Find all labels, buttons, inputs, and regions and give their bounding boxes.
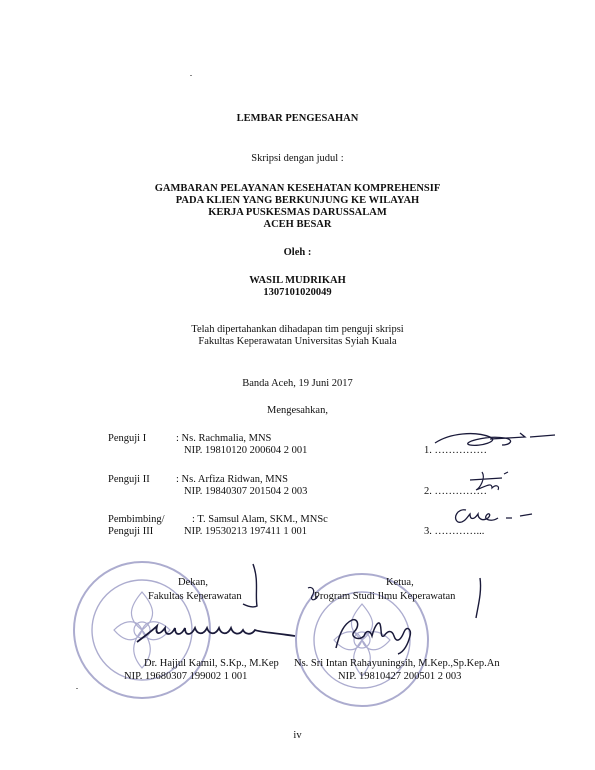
examiner-1-name: : Ns. Rachmalia, MNS [176,433,272,444]
examiner-1-nip: NIP. 19810120 200604 2 001 [184,445,308,456]
page-title: LEMBAR PENGESAHAN [236,113,359,124]
defense-line-1: Telah dipertahankan dihadapan tim penguji skripsi [191,324,404,335]
examiner-3-nip: NIP. 19530213 197411 1 001 [184,526,307,537]
dean-nip: NIP. 19680307 199002 1 001 [124,671,248,682]
examiner-2-signature [462,466,522,496]
by-label: Oleh : [283,247,312,258]
head-title: Ketua, [386,577,414,588]
head-unit: Program Studi Ilmu Keperawatan [314,591,456,602]
author-nim: 1307101020049 [263,287,332,298]
examiner-1-role: Penguji I [108,433,147,444]
author-name: WASIL MUDRIKAH [249,275,346,286]
page-subtitle: Skripsi dengan judul : [251,153,344,164]
dean-title: Dekan, [178,577,209,588]
examiner-1-signature [430,425,560,455]
examiner-3-role-2: Penguji III [108,526,154,537]
examiner-3-role: Pembimbing/ [108,514,165,525]
head-signature [300,572,500,662]
examiner-3-sign-line: 3. …………... [424,526,485,537]
examiner-2-sign-line: 2. …………… [424,486,487,497]
dean-name: Dr. Hajjul Kamil, S.Kp., M.Kep [144,658,279,669]
examiner-2-role: Penguji II [108,474,150,485]
dean-signature [135,560,300,655]
scan-speck [76,688,78,689]
examiner-2-nip: NIP. 19840307 201504 2 003 [184,486,308,497]
date-line: Banda Aceh, 19 Juni 2017 [242,378,353,389]
scan-speck [190,75,192,76]
thesis-title-line-1: GAMBARAN PELAYANAN KESEHATAN KOMPREHENSIF [154,183,441,194]
examiner-3-name: : T. Samsul Alam, SKM., MNSc [192,514,328,525]
examiner-1-sign-line: 1. …………… [424,445,487,456]
examiner-3-signature [448,504,538,528]
approval-label: Mengesahkan, [267,405,328,416]
examiner-2-name: : Ns. Arfiza Ridwan, MNS [176,474,288,485]
defense-line-2: Fakultas Keperawatan Universitas Syiah Kuala [198,336,397,347]
dean-unit: Fakultas Keperawatan [148,591,242,602]
page-number: iv [293,730,302,741]
head-name: Ns. Sri Intan Rahayuningsih, M.Kep.,Sp.Kep.An [294,658,500,669]
thesis-title-line-4: ACEH BESAR [263,219,332,230]
head-nip: NIP. 19810427 200501 2 003 [338,671,462,682]
thesis-title-line-2: PADA KLIEN YANG BERKUNJUNG KE WILAYAH [175,195,420,206]
thesis-title-line-3: KERJA PUSKESMAS DARUSSALAM [208,207,387,218]
